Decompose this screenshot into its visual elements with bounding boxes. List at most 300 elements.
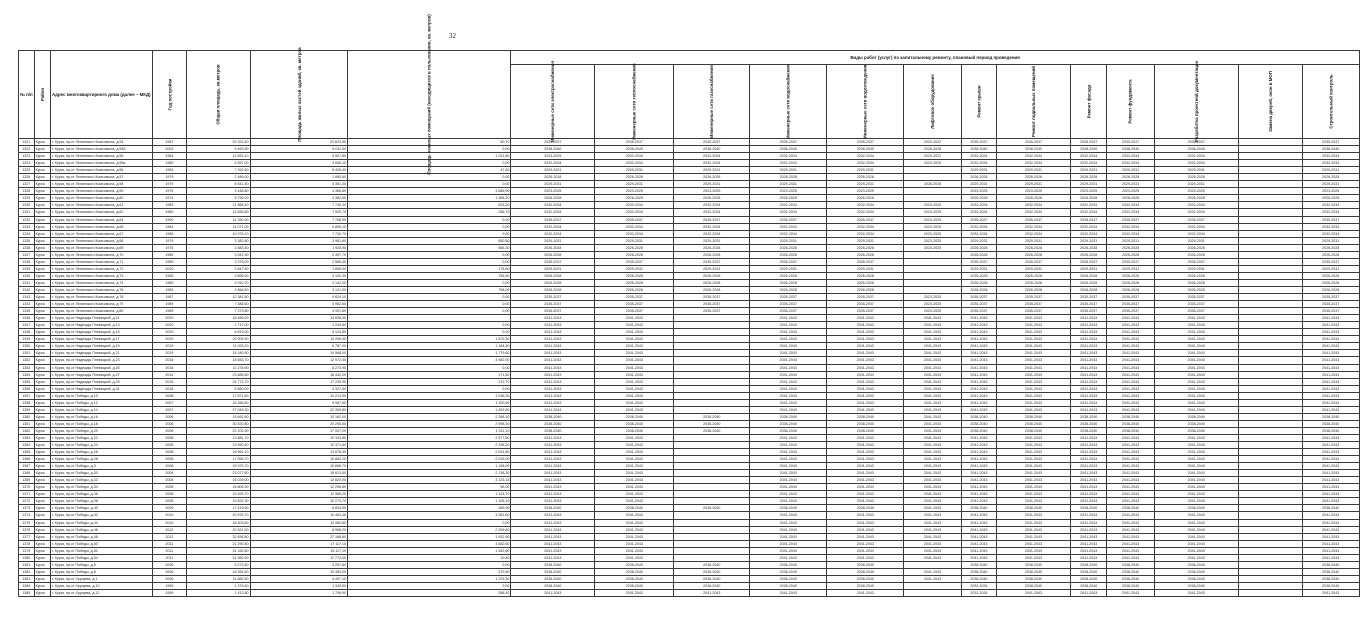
row-number-cell: 1369: [19, 477, 35, 484]
work-period-cell: 2041-2043: [595, 434, 674, 441]
total-area-cell: 17 695,70: [187, 456, 250, 463]
work-period-cell: 2029-2031: [961, 181, 996, 188]
work-period-cell: 2038-2040: [961, 561, 996, 568]
address-cell: г. Курск, пр-кт Победы, д.42: [51, 512, 153, 519]
year-built-cell: 1990: [152, 216, 187, 223]
work-period-cell: 2041-2043: [1302, 533, 1359, 540]
work-period-cell: 2026-2028: [1107, 244, 1154, 251]
work-period-cell: 2026-2028: [1302, 286, 1359, 293]
work-period-cell: 2041-2043: [996, 385, 1070, 392]
work-period-cell: 2032-2034: [750, 202, 827, 209]
work-period-cell: 2041-2043: [904, 392, 962, 399]
work-period-cell: 2038-2040: [827, 420, 904, 427]
work-period-cell: 2020-2022: [904, 139, 962, 146]
address-cell: г. Курск, пр-кт Победы, д.8: [51, 568, 153, 575]
residential-area-cell: 27 166,80: [250, 533, 348, 540]
work-period-cell: 2041-2043: [750, 406, 827, 413]
work-period-cell: 2026-2028: [511, 251, 595, 258]
non-residential-area-cell: 3 036,30: [348, 392, 511, 399]
year-built-cell: 1979: [152, 174, 187, 181]
work-period-cell: 2023-2025: [595, 188, 674, 195]
work-period-cell: 2035-2037: [1070, 258, 1107, 265]
non-residential-area-cell: 1 932,90: [348, 533, 511, 540]
residential-area-cell: 1 706,90: [250, 590, 348, 597]
table-row: [19, 251, 1360, 258]
work-period-cell: 2041-2043: [750, 336, 827, 343]
table-row: [19, 258, 1360, 265]
work-period-cell: 2041-2043: [1107, 378, 1154, 385]
work-period-cell: 2041-2043: [904, 371, 962, 378]
work-period-cell: 2038-2040: [674, 568, 750, 575]
work-period-cell: 2032-2034: [750, 209, 827, 216]
work-period-cell: 2041-2043: [674, 590, 750, 597]
work-period-cell: 2029-2031: [1107, 237, 1154, 244]
table-row: [19, 449, 1360, 456]
work-period-cell: 2041-2043: [595, 350, 674, 357]
table-row: [19, 336, 1360, 343]
table-row: [19, 286, 1360, 293]
non-residential-area-cell: 1 011,10: [348, 427, 511, 434]
work-period-cell: 2041-2043: [750, 343, 827, 350]
work-period-cell: 2038-2040: [827, 568, 904, 575]
district-cell: Курск: [34, 449, 50, 456]
work-period-cell: 2038-2040: [1302, 561, 1359, 568]
work-period-cell: 2035-2037: [750, 216, 827, 223]
work-period-cell: [674, 329, 750, 336]
work-period-cell: 2041-2043: [996, 547, 1070, 554]
work-period-cell: 2041-2043: [904, 477, 962, 484]
table-row: [19, 540, 1360, 547]
residential-area-cell: 3 102,30: [250, 272, 348, 279]
year-built-cell: 1965: [152, 251, 187, 258]
district-cell: Курск: [34, 547, 50, 554]
work-period-cell: 2038-2040: [511, 427, 595, 434]
work-period-cell: 2041-2043: [595, 512, 674, 519]
work-period-cell: 2041-2043: [1302, 399, 1359, 406]
work-period-cell: 2038-2040: [1070, 427, 1107, 434]
work-period-cell: 2038-2040: [750, 420, 827, 427]
work-period-cell: [1238, 272, 1302, 279]
address-cell: г. Курск, пр-кт Победы, д.28: [51, 456, 153, 463]
work-period-cell: 2041-2043: [996, 491, 1070, 498]
header-works-group: Виды работ (услуг) по капитальному ремонту, плановый период проведения: [511, 51, 1359, 65]
year-built-cell: 2012: [152, 526, 187, 533]
capital-repair-plan-table-wrapper: [18, 14, 1360, 597]
district-cell: Курск: [34, 491, 50, 498]
work-period-cell: 2032-2034: [1154, 153, 1238, 160]
work-period-cell: 2038-2040: [1302, 568, 1359, 575]
work-period-cell: 2041-2043: [1107, 526, 1154, 533]
total-area-cell: 3 847,60: [187, 265, 250, 272]
work-period-cell: 2041-2043: [750, 512, 827, 519]
work-period-cell: [674, 477, 750, 484]
work-period-cell: 2041-2043: [750, 526, 827, 533]
work-period-cell: [674, 484, 750, 491]
work-period-cell: 2032-2034: [511, 223, 595, 230]
work-period-cell: 2041-2043: [961, 343, 996, 350]
work-period-cell: 2041-2043: [1107, 357, 1154, 364]
district-cell: Курск: [34, 139, 50, 146]
work-period-cell: 2041-2043: [1107, 329, 1154, 336]
address-cell: г. Курск, пр-кт Надежды Плевицкой, д.17: [51, 336, 153, 343]
work-period-cell: 2041-2043: [750, 449, 827, 456]
work-period-cell: 2041-2043: [595, 540, 674, 547]
district-cell: Курск: [34, 568, 50, 575]
table-row: [19, 216, 1360, 223]
district-cell: Курск: [34, 392, 50, 399]
work-period-cell: [1238, 181, 1302, 188]
year-built-cell: 1979: [152, 188, 187, 195]
work-period-cell: 2026-2028: [674, 174, 750, 181]
year-built-cell: 2006: [152, 561, 187, 568]
residential-area-cell: 16 613,50: [250, 470, 348, 477]
work-period-cell: [674, 463, 750, 470]
work-period-cell: 2041-2043: [1302, 406, 1359, 413]
work-period-cell: 2038-2040: [996, 561, 1070, 568]
work-period-cell: 2041-2043: [750, 470, 827, 477]
work-period-cell: 2041-2043: [996, 364, 1070, 371]
table-row: [19, 378, 1360, 385]
address-cell: г. Курск, пр-кт Ленинского Комсомола, д.55а: [51, 160, 153, 167]
residential-area-cell: 20 295,50: [250, 420, 348, 427]
work-period-cell: 2041-2043: [827, 540, 904, 547]
work-period-cell: 2041-2043: [904, 350, 962, 357]
work-period-cell: 2032-2034: [827, 223, 904, 230]
row-number-cell: 1355: [19, 378, 35, 385]
work-period-cell: 2041-2043: [827, 456, 904, 463]
work-period-cell: [1238, 470, 1302, 477]
work-period-cell: 2032-2034: [961, 582, 996, 589]
total-area-cell: 5 273,50: [187, 561, 250, 568]
work-period-cell: 2032-2034: [961, 209, 996, 216]
work-period-cell: 2023-2025: [904, 308, 962, 315]
row-number-cell: 1338: [19, 258, 35, 265]
district-cell: Курск: [34, 167, 50, 174]
work-period-cell: 2041-2043: [961, 470, 996, 477]
work-period-cell: 2023-2025: [904, 244, 962, 251]
work-period-cell: 2032-2034: [1070, 153, 1107, 160]
work-period-cell: 2041-2043: [1107, 554, 1154, 561]
work-period-cell: 2038-2040: [827, 413, 904, 420]
work-period-cell: 2038-2040: [1070, 505, 1107, 512]
total-area-cell: 20 521,50: [187, 526, 250, 533]
work-period-cell: 2041-2043: [827, 371, 904, 378]
residential-area-cell: 1 340,60: [250, 582, 348, 589]
total-area-cell: 1 712,00: [187, 322, 250, 329]
work-period-cell: 2041-2043: [1070, 357, 1107, 364]
work-period-cell: 2026-2028: [996, 272, 1070, 279]
work-period-cell: 2041-2043: [1070, 526, 1107, 533]
district-cell: Курск: [34, 195, 50, 202]
year-built-cell: 2007: [152, 406, 187, 413]
work-period-cell: [674, 364, 750, 371]
work-period-cell: 2032-2034: [750, 223, 827, 230]
work-period-cell: 2029-2031: [1070, 167, 1107, 174]
non-residential-area-cell: 2 998,20: [348, 420, 511, 427]
work-period-cell: 2029-2031: [1154, 167, 1238, 174]
residential-area-cell: 1 880,60: [250, 174, 348, 181]
work-period-cell: 2038-2040: [511, 413, 595, 420]
work-period-cell: [904, 279, 962, 286]
work-period-cell: 2041-2043: [1302, 498, 1359, 505]
work-period-cell: 2041-2043: [996, 463, 1070, 470]
residential-area-cell: 8 834,90: [250, 505, 348, 512]
work-period-cell: 2041-2043: [1070, 463, 1107, 470]
work-period-cell: [1238, 484, 1302, 491]
work-period-cell: 2038-2040: [1070, 146, 1107, 153]
work-period-cell: 2026-2028: [1070, 174, 1107, 181]
work-period-cell: 2041-2043: [1070, 343, 1107, 350]
residential-area-cell: 9 507,80: [250, 153, 348, 160]
work-period-cell: 2041-2043: [996, 477, 1070, 484]
work-period-cell: 2041-2043: [750, 477, 827, 484]
work-period-cell: 2041-2043: [1070, 512, 1107, 519]
residential-area-cell: 15 117,10: [250, 547, 348, 554]
work-period-cell: 2041-2043: [1302, 547, 1359, 554]
work-period-cell: 2041-2043: [1107, 406, 1154, 413]
work-period-cell: 2041-2043: [827, 547, 904, 554]
total-area-cell: 3 375,00: [187, 258, 250, 265]
residential-area-cell: 1 896,00: [250, 265, 348, 272]
non-residential-area-cell: 523,20: [348, 202, 511, 209]
total-area-cell: 15 979,70: [187, 463, 250, 470]
work-period-cell: 2029-2031: [827, 181, 904, 188]
work-period-cell: 2041-2043: [595, 491, 674, 498]
row-number-cell: 1321: [19, 139, 35, 146]
work-period-cell: 2038-2040: [1107, 561, 1154, 568]
work-period-cell: [1238, 160, 1302, 167]
work-period-cell: 2038-2040: [1107, 505, 1154, 512]
work-period-cell: 2038-2040: [595, 575, 674, 582]
work-period-cell: 2038-2040: [674, 575, 750, 582]
work-period-cell: 2041-2043: [904, 413, 962, 420]
work-period-cell: [674, 512, 750, 519]
work-period-cell: 2041-2043: [904, 568, 962, 575]
work-period-cell: 2041-2043: [750, 491, 827, 498]
non-residential-area-cell: 0,00: [348, 322, 511, 329]
total-area-cell: 23 077,60: [187, 470, 250, 477]
work-period-cell: 2026-2028: [595, 195, 674, 202]
work-period-cell: 2026-2028: [1107, 251, 1154, 258]
work-period-cell: 2038-2040: [961, 413, 996, 420]
work-period-cell: 2041-2043: [961, 547, 996, 554]
year-built-cell: 2020: [152, 322, 187, 329]
work-period-cell: [674, 456, 750, 463]
address-cell: г. Курск, пр-кт Победы, д.40: [51, 505, 153, 512]
work-period-cell: 2041-2043: [1154, 498, 1238, 505]
work-period-cell: 2032-2034: [996, 209, 1070, 216]
total-area-cell: 32 836,80: [187, 533, 250, 540]
work-period-cell: [1238, 590, 1302, 597]
work-period-cell: 2041-2043: [1302, 526, 1359, 533]
work-period-cell: 2041-2043: [595, 463, 674, 470]
address-cell: г. Курск, пр-кт Надежды Плевицкой, д.29: [51, 378, 153, 385]
work-period-cell: 2041-2043: [1302, 484, 1359, 491]
total-area-cell: 3 446,80: [187, 188, 250, 195]
address-cell: г. Курск, пр-кт Победы, д.20: [51, 427, 153, 434]
work-period-cell: 2038-2040: [961, 420, 996, 427]
row-number-cell: 1334: [19, 230, 35, 237]
row-number-cell: 1343: [19, 294, 35, 301]
work-period-cell: [674, 442, 750, 449]
work-period-cell: [1238, 540, 1302, 547]
table-row: [19, 385, 1360, 392]
work-period-cell: 2041-2043: [1302, 329, 1359, 336]
work-period-cell: 2041-2043: [961, 364, 996, 371]
work-period-cell: 2041-2043: [1302, 449, 1359, 456]
residential-area-cell: 7 745,30: [250, 202, 348, 209]
total-area-cell: 16 954,60: [187, 568, 250, 575]
work-period-cell: 2041-2043: [904, 456, 962, 463]
work-period-cell: 2041-2043: [1302, 470, 1359, 477]
work-period-cell: 2041-2043: [1302, 519, 1359, 526]
work-period-cell: 2023-2025: [1070, 188, 1107, 195]
work-period-cell: 2041-2043: [904, 533, 962, 540]
work-period-cell: 2041-2043: [1070, 547, 1107, 554]
work-period-cell: 2038-2040: [674, 582, 750, 589]
table-row: [19, 484, 1360, 491]
work-period-cell: 2032-2034: [1302, 160, 1359, 167]
work-period-cell: 2038-2040: [750, 505, 827, 512]
work-period-cell: 2041-2043: [595, 442, 674, 449]
district-cell: Курск: [34, 251, 50, 258]
year-built-cell: 2008: [152, 449, 187, 456]
work-period-cell: [1238, 427, 1302, 434]
residential-area-cell: 5 124,80: [250, 329, 348, 336]
residential-area-cell: 17 117,10: [250, 540, 348, 547]
table-row: [19, 498, 1360, 505]
work-period-cell: 2035-2037: [750, 308, 827, 315]
work-period-cell: 2038-2040: [511, 505, 595, 512]
work-period-cell: 2023-2025: [904, 216, 962, 223]
work-period-cell: 2032-2034: [674, 223, 750, 230]
non-residential-area-cell: 1 452,80: [348, 406, 511, 413]
work-period-cell: 2035-2037: [1107, 301, 1154, 308]
work-period-cell: 2041-2043: [1070, 406, 1107, 413]
district-cell: Курск: [34, 442, 50, 449]
work-period-cell: 2041-2043: [904, 364, 962, 371]
work-period-cell: 2035-2037: [827, 216, 904, 223]
work-period-cell: [1238, 265, 1302, 272]
work-period-cell: 2041-2043: [511, 392, 595, 399]
work-period-cell: 2041-2043: [1302, 350, 1359, 357]
row-number-cell: 1333: [19, 223, 35, 230]
work-period-cell: 2032-2034: [1302, 230, 1359, 237]
work-period-cell: 2026-2028: [1070, 251, 1107, 258]
non-residential-area-cell: 0,00: [348, 301, 511, 308]
work-period-cell: 2041-2043: [904, 463, 962, 470]
work-period-cell: 2041-2043: [1070, 329, 1107, 336]
row-number-cell: 1332: [19, 216, 35, 223]
work-period-cell: 2038-2040: [511, 582, 595, 589]
work-period-cell: 2032-2034: [595, 160, 674, 167]
year-built-cell: 2011: [152, 540, 187, 547]
work-period-cell: 2041-2043: [511, 343, 595, 350]
work-period-cell: [674, 470, 750, 477]
work-period-cell: 2041-2043: [827, 385, 904, 392]
work-period-cell: 2023-2025: [1154, 188, 1238, 195]
total-area-cell: 5 660,00: [187, 385, 250, 392]
district-cell: Курск: [34, 434, 50, 441]
work-period-cell: 2041-2043: [1154, 336, 1238, 343]
year-built-cell: 1979: [152, 181, 187, 188]
district-cell: Курск: [34, 237, 50, 244]
work-period-cell: 2038-2040: [996, 575, 1070, 582]
table-row: [19, 420, 1360, 427]
work-period-cell: 2026-2028: [750, 195, 827, 202]
table-row: [19, 146, 1360, 153]
work-period-cell: 2041-2043: [904, 484, 962, 491]
non-residential-area-cell: 0,00: [348, 329, 511, 336]
district-cell: Курск: [34, 470, 50, 477]
work-period-cell: 2041-2043: [595, 315, 674, 322]
work-period-cell: 2041-2043: [961, 526, 996, 533]
row-number-cell: 1358: [19, 399, 35, 406]
work-period-cell: 2026-2028: [1154, 174, 1238, 181]
address-cell: г. Курск, пр-кт Победы, д.3: [51, 463, 153, 470]
work-period-cell: 2032-2034: [1154, 223, 1238, 230]
work-period-cell: 2029-2031: [674, 265, 750, 272]
work-period-cell: [674, 336, 750, 343]
address-cell: г. Курск, пр-кт Победы, д.38: [51, 498, 153, 505]
work-period-cell: 2032-2034: [1302, 223, 1359, 230]
work-period-cell: 2038-2040: [827, 505, 904, 512]
work-period-cell: 2041-2043: [1154, 554, 1238, 561]
row-number-cell: 1372: [19, 498, 35, 505]
total-area-cell: 21 868,40: [187, 202, 250, 209]
total-area-cell: 3 541,90: [187, 251, 250, 258]
non-residential-area-cell: 0,00: [348, 385, 511, 392]
district-cell: Курск: [34, 209, 50, 216]
year-built-cell: 1983: [152, 286, 187, 293]
work-period-cell: 2041-2043: [904, 399, 962, 406]
work-period-cell: 2041-2043: [750, 463, 827, 470]
work-period-cell: 2026-2028: [595, 272, 674, 279]
work-period-cell: 2041-2043: [827, 491, 904, 498]
table-row: [19, 582, 1360, 589]
work-period-cell: 2041-2043: [1302, 378, 1359, 385]
total-area-cell: 3 382,80: [187, 237, 250, 244]
residential-area-cell: 4 962,60: [250, 301, 348, 308]
work-period-cell: 2041-2043: [827, 336, 904, 343]
work-period-cell: 2035-2037: [674, 139, 750, 146]
year-built-cell: 2014: [152, 371, 187, 378]
work-period-cell: [1238, 167, 1302, 174]
work-period-cell: [1238, 371, 1302, 378]
work-period-cell: 2026-2028: [1302, 251, 1359, 258]
district-cell: Курск: [34, 153, 50, 160]
residential-area-cell: 10 273,70: [250, 498, 348, 505]
work-period-cell: 2041-2043: [1107, 547, 1154, 554]
table-row: [19, 279, 1360, 286]
total-area-cell: 15 180,90: [187, 350, 250, 357]
work-period-cell: 2041-2043: [1302, 315, 1359, 322]
work-period-cell: 2041-2043: [1154, 442, 1238, 449]
work-period-cell: 2029-2031: [1070, 181, 1107, 188]
residential-area-cell: 7 730,70: [250, 230, 348, 237]
non-residential-area-cell: 2 209,80: [348, 526, 511, 533]
work-period-cell: 2035-2037: [750, 258, 827, 265]
header-work-type: Разработка проектной документации: [1154, 65, 1238, 139]
work-period-cell: 2041-2043: [827, 470, 904, 477]
work-period-cell: 2041-2043: [1154, 364, 1238, 371]
header-address: Адрес многоквартирного дома (далее – МКД): [51, 51, 153, 139]
work-period-cell: 2035-2037: [595, 308, 674, 315]
work-period-cell: 2041-2043: [996, 498, 1070, 505]
work-period-cell: 2032-2034: [1154, 160, 1238, 167]
work-period-cell: 2041-2043: [1070, 477, 1107, 484]
year-built-cell: 2010: [152, 265, 187, 272]
